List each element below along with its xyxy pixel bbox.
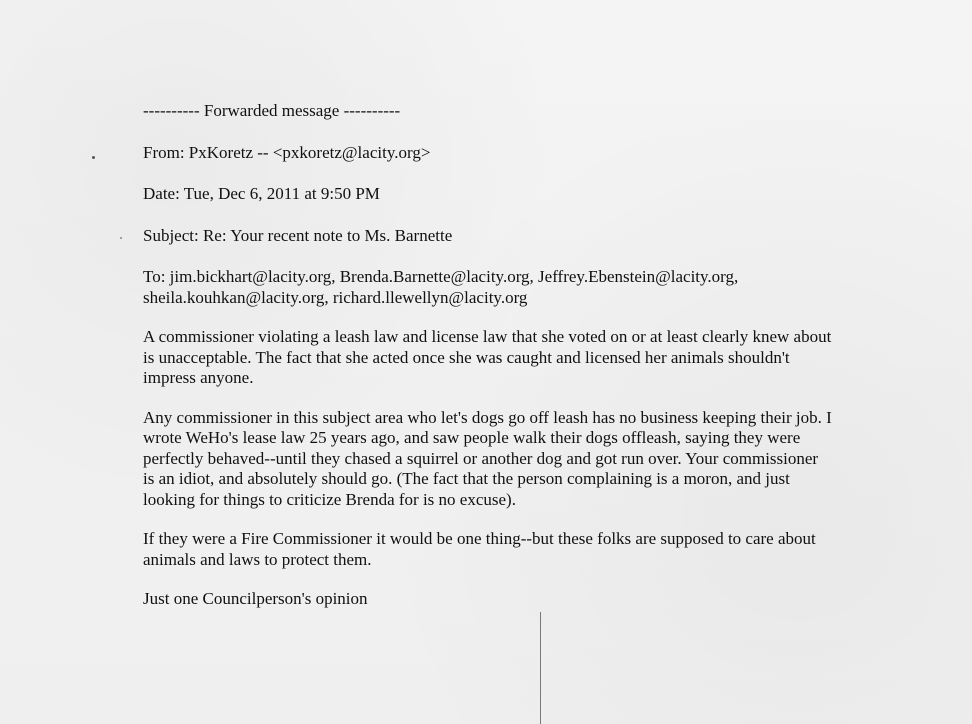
scan-fold-line [540, 612, 541, 724]
to-line-1: To: jim.bickhart@lacity.org, Brenda.Barnette@lacity.org, Jeffrey.Ebenstein@lacity.org, [143, 267, 739, 286]
date-line: Date: Tue, Dec 6, 2011 at 9:50 PM [143, 184, 380, 203]
body-paragraph-1: A commissioner violating a leash law and license law that she voted on or at least clearly knew about is unacceptable. The fact that she acted once she was caught and licensed her animals shouldn't impress anyone. [143, 327, 832, 387]
scan-speck [120, 237, 122, 239]
body-paragraph-3: If they were a Fire Commissioner it would be one thing--but these folks are supposed to care about animals and laws to protect them. [143, 529, 816, 569]
email-document [143, 101, 843, 610]
signoff: Just one Councilperson's opinion [143, 589, 368, 608]
forwarded-message-header: ---------- Forwarded message ---------- [143, 101, 401, 120]
to-line-2: sheila.kouhkan@lacity.org, richard.llewellyn@lacity.org [143, 287, 528, 307]
from-line: From: PxKoretz -- <pxkoretz@lacity.org> [143, 142, 431, 162]
subject-line: Subject: Re: Your recent note to Ms. Barnette [143, 225, 453, 245]
scan-speck [92, 156, 95, 159]
body-paragraph-2: Any commissioner in this subject area who let's dogs go off leash has no business keeping their job. I wrote WeHo's lease law 25 years ago, and saw people walk their dogs offleash, saying they were perfectly behaved--until they chased a squirrel or another dog and got run over. Your commissioner is an idiot, and absolutely should go. (The fact that the person complaining is a moron, and just looking for things to criticize Brenda for is no excuse). [143, 407, 832, 509]
